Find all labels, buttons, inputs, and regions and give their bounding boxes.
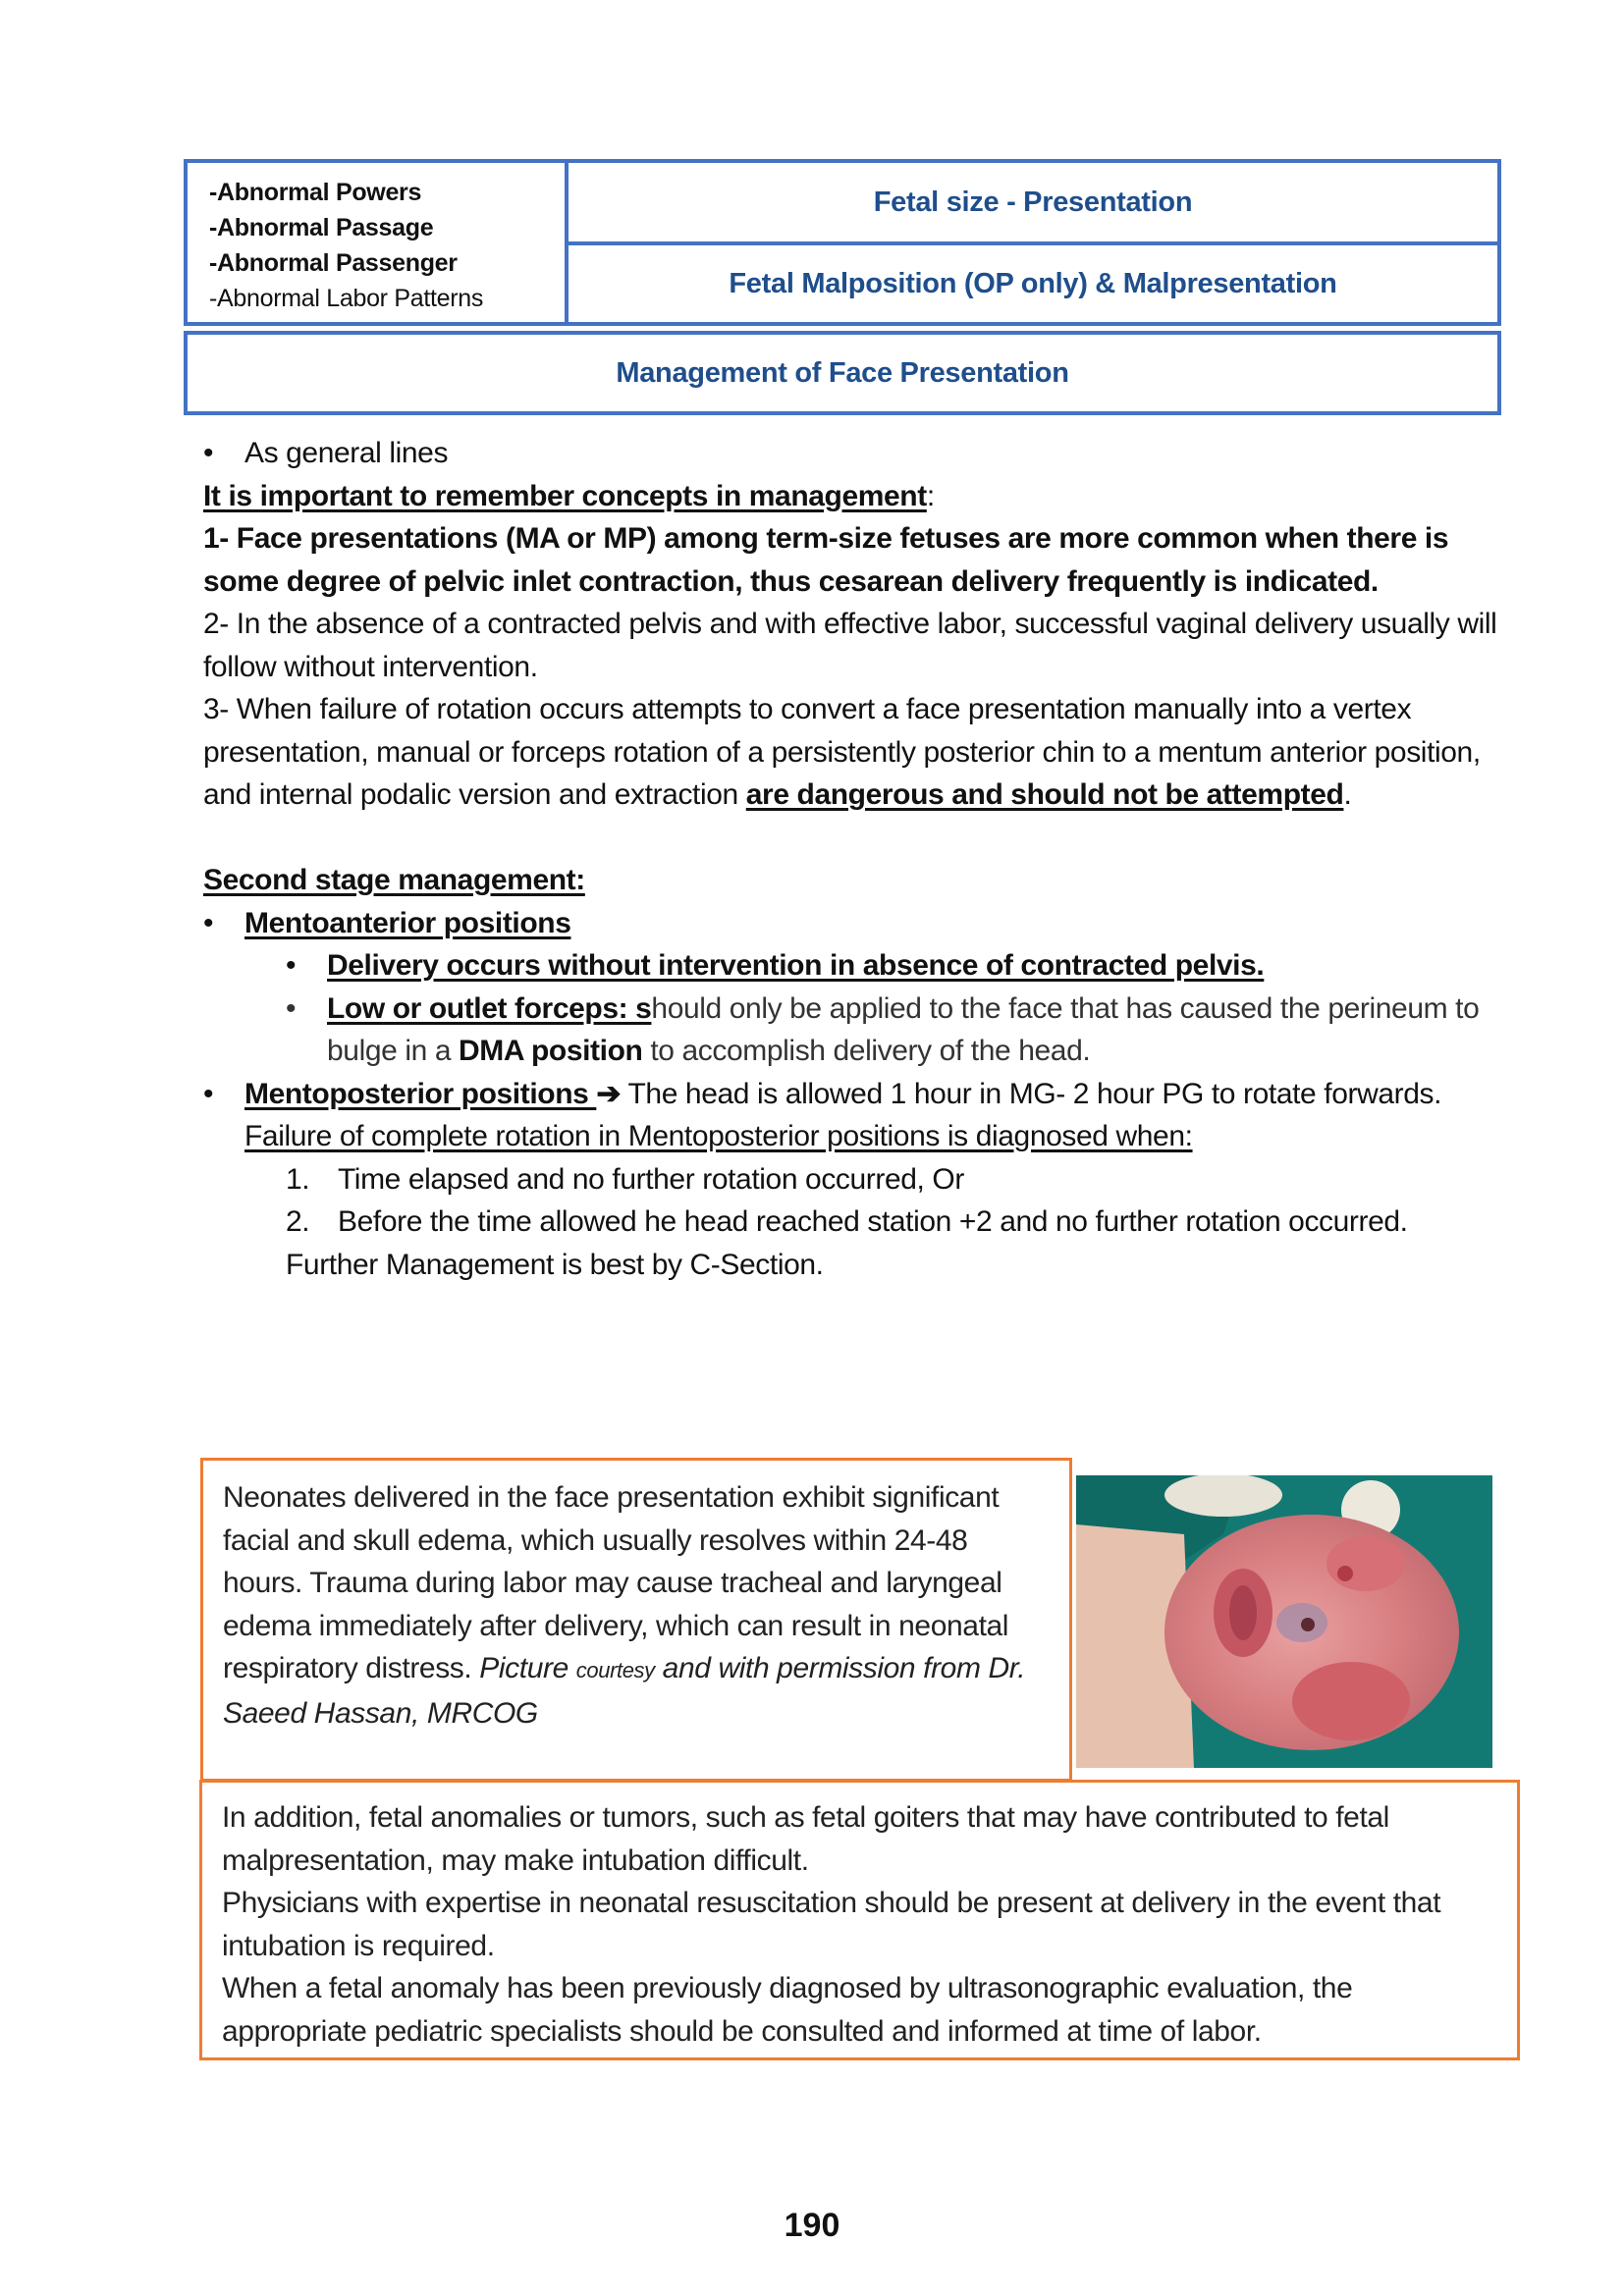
criteria-number: 2. (286, 1205, 310, 1238)
main-content (203, 432, 1499, 1286)
mentoposterior-bullet (203, 1073, 1499, 1158)
cause-powers: -Abnormal Powers (209, 179, 422, 206)
mentoanterior-item-1 (203, 944, 1499, 988)
anomalies-paragraph-2: Physicians with expertise in neonatal resuscitation should be present at delivery in the event that intubation is required. (222, 1887, 1441, 1962)
topic-title: Fetal size - Presentation (873, 186, 1193, 218)
arrow-right-icon: ➔ (596, 1077, 622, 1110)
forceps-text-b: to accomplish delivery of the head. (642, 1035, 1091, 1067)
cause-passenger: -Abnormal Passenger (209, 249, 458, 277)
concept-1: 1- Face presentations (MA or MP) among term-size fetuses are more common when there is some degree of pelvic inlet contraction, thus cesarean delivery frequently is indicated. (203, 522, 1449, 598)
mentoanterior-heading: Mentoanterior positions (244, 906, 571, 939)
section-title-box (184, 331, 1501, 415)
neonate-photo-image (1076, 1475, 1492, 1768)
neonate-note-text: Neonates delivered in the face presentation exhibit significant facial and skull edema, which usually resolves within 24-48 hours. Trauma during labor may cause tracheal and laryngeal edema immediately after delivery, which can result in neonatal respiratory distress. (223, 1481, 1009, 1684)
failure-criteria-heading: Failure of complete rotation in Mentoposterior positions is diagnosed when: (244, 1120, 1193, 1152)
intro-bullet-text: As general lines (244, 437, 449, 469)
cause-passage: -Abnormal Passage (209, 214, 434, 241)
criteria-item-2 (203, 1201, 1499, 1244)
criteria-text: Before the time allowed he head reached station +2 and no further rotation occurred. (338, 1205, 1408, 1238)
forceps-text-a: hould only be applied to the face that has caused the perineum to bulge in a (327, 991, 1480, 1067)
concept-2: 2- In the absence of a contracted pelvis and with effective labor, successful vaginal delivery usually will follow without intervention. (203, 608, 1497, 683)
anomalies-note-box (199, 1780, 1520, 2060)
dma-position: DMA position (459, 1035, 643, 1067)
subtopic-box (565, 241, 1501, 326)
causes-box (184, 159, 568, 326)
second-stage-heading (203, 859, 1499, 902)
anomalies-paragraph-3: When a fetal anomaly has been previously diagnosed by ultrasonographic evaluation, the appropriate pediatric specialists should be consulted and informed at time of labor. (222, 1972, 1353, 2048)
concept-3-warning: are dangerous and should not be attempted (745, 778, 1344, 811)
photo-credit-a: Picture (479, 1652, 576, 1684)
subtopic-title: Fetal Malposition (OP only) & Malpresentation (729, 267, 1337, 299)
mentoanterior-item-1-text: Delivery occurs without intervention in absence of contracted pelvis. (327, 949, 1265, 982)
anomalies-paragraph-1: In addition, fetal anomalies or tumors, such as fetal goiters that may have contributed to fetal malpresentation, may make intubation difficult. (222, 1801, 1389, 1877)
criteria-item-1 (203, 1158, 1499, 1201)
forceps-label: Low or outlet forceps: s (327, 991, 652, 1025)
criteria-number: 1. (286, 1162, 310, 1196)
mentoposterior-heading: Mentoposterior positions (244, 1077, 597, 1110)
photo-credit-small: courtesy (575, 1658, 655, 1682)
section-title: Management of Face Presentation (616, 356, 1069, 389)
criteria-text: Time elapsed and no further rotation occurred, Or (338, 1162, 964, 1196)
second-stage-heading-text: Second stage management: (203, 864, 585, 896)
photo-credit-b: and with permission from Dr. Saeed Hassan, MRCOG (223, 1652, 1026, 1730)
concept-3-text: 3- When failure of rotation occurs attempts to convert a face presentation manually into a vertex presentation, manual or forceps rotation of a persistently posterior chin to a mentum anterior position, and internal podalic version and extraction (203, 693, 1481, 811)
mentoposterior-text: The head is allowed 1 hour in MG- 2 hour PG to rotate forwards. (621, 1077, 1442, 1110)
cause-labor-patterns: -Abnormal Labor Patterns (209, 285, 484, 312)
topic-box (565, 159, 1501, 245)
neonate-face-photo (1076, 1475, 1492, 1768)
concepts-heading (203, 475, 1499, 518)
concept-3-end: . (1343, 778, 1352, 811)
concept-3 (203, 688, 1499, 817)
intro-bullet (203, 432, 1499, 475)
neonate-note-box (200, 1458, 1072, 1782)
page-number: 190 (784, 2207, 840, 2244)
mentoanterior-bullet (203, 902, 1499, 945)
concepts-colon: : (926, 479, 935, 512)
csection-conclusion: Further Management is best by C-Section. (286, 1248, 824, 1281)
concepts-heading-text: It is important to remember concepts in management (203, 479, 927, 512)
mentoanterior-item-2 (203, 988, 1499, 1073)
